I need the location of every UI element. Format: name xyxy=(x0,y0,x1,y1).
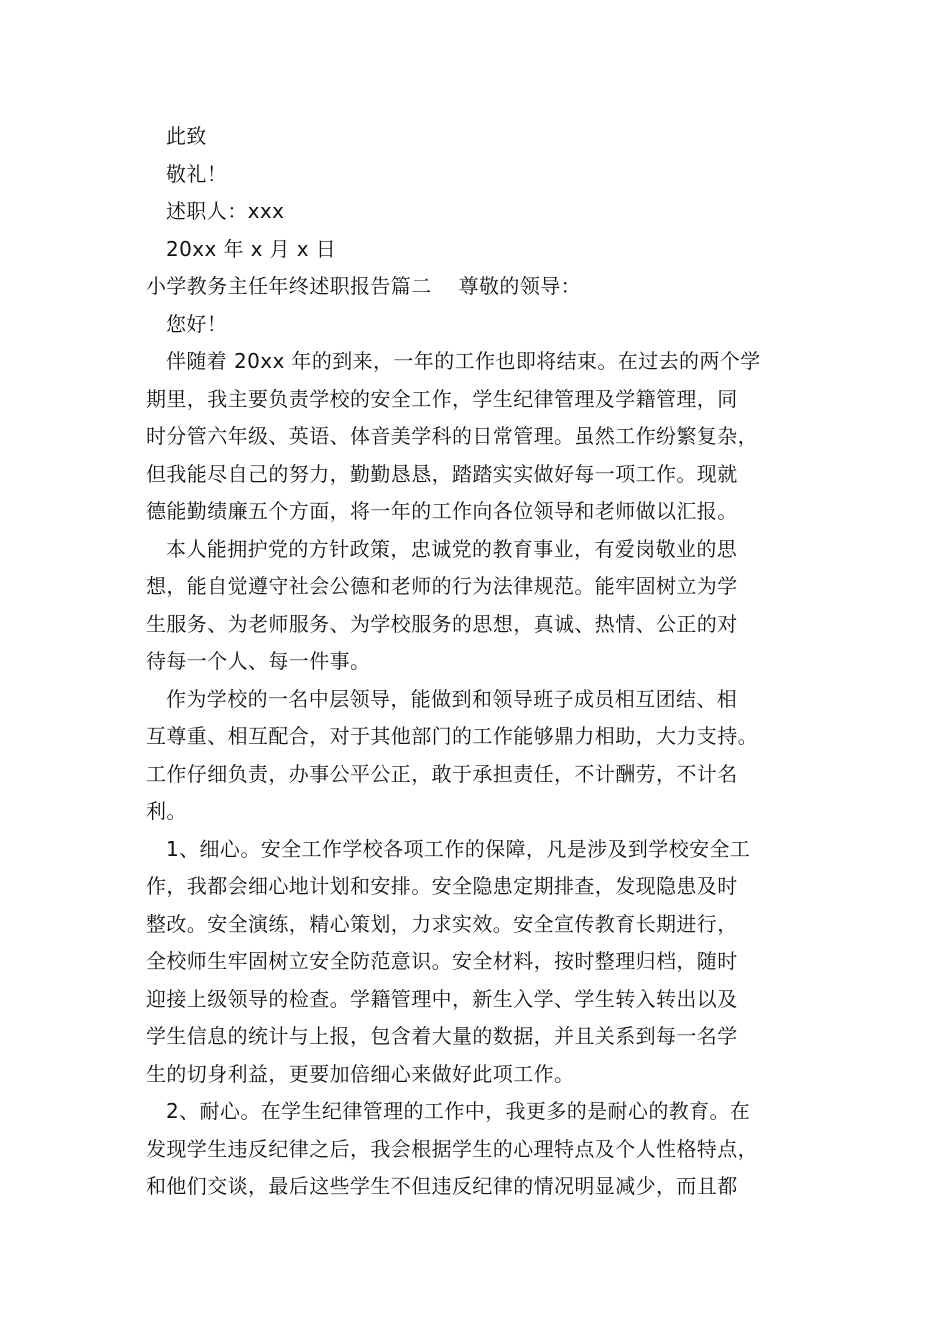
paragraph-line: 互尊重、相互配合，对于其他部门的工作能够鼎力相助，大力支持。 xyxy=(146,724,758,748)
closing-salutation-2: 敬礼！ xyxy=(166,161,228,186)
paragraph-line: 作，我都会细心地计划和安排。安全隐患定期排查，发现隐患及时 xyxy=(146,874,738,898)
paragraph-line: 迎接上级领导的检查。学籍管理中，新生入学、学生转入转出以及 xyxy=(146,986,738,1011)
paragraph-4 xyxy=(146,831,826,1094)
paragraph-line: 待每一个人、每一件事。 xyxy=(146,649,371,673)
paragraph-line: 期里，我主要负责学校的安全工作，学生纪律管理及学籍管理，同 xyxy=(146,386,738,411)
paragraph-line: 全校师生牢固树立安全防范意识。安全材料，按时整理归档，随时 xyxy=(146,949,738,973)
paragraph-line: 学生信息的统计与上报，包含着大量的数据，并且关系到每一名学 xyxy=(146,1024,738,1048)
paragraph-line: 利。 xyxy=(146,799,187,823)
paragraph-line: 和他们交谈，最后这些学生不但违反纪律的情况明显减少，而且都 xyxy=(146,1174,738,1198)
paragraph-line: 时分管六年级、英语、体音美学科的日常管理。虽然工作纷繁复杂， xyxy=(146,424,758,448)
paragraph-line: 生的切身利益，更要加倍细心来做好此项工作。 xyxy=(146,1061,575,1086)
paragraph-line: 1、细心。安全工作学校各项工作的保障，凡是涉及到学校安全工 xyxy=(166,836,751,861)
report-date: 20xx 年 x 月 x 日 xyxy=(166,236,337,261)
reporter-signature: 述职人：xxx xyxy=(166,199,285,223)
paragraph-line: 作为学校的一名中层领导，能做到和领导班子成员相互团结、相 xyxy=(166,686,738,711)
paragraph-3 xyxy=(146,681,826,831)
paragraph-line: 生服务、为老师服务、为学校服务的思想，真诚、热情、公正的对 xyxy=(146,611,738,636)
paragraph-line: 德能勤绩廉五个方面，将一年的工作向各位领导和老师做以汇报。 xyxy=(146,499,738,523)
paragraph-line: 伴随着 20xx 年的到来，一年的工作也即将结束。在过去的两个学 xyxy=(166,349,761,373)
paragraph-line: 工作仔细负责，办事公平公正，敢于承担责任，不计酬劳，不计名 xyxy=(146,761,738,786)
section-title: 小学教务主任年终述职报告篇二 尊敬的领导： xyxy=(146,274,582,298)
greeting: 您好！ xyxy=(166,311,228,336)
paragraph-line: 整改。安全演练，精心策划，力求实效。安全宣传教育长期进行， xyxy=(146,911,738,936)
paragraph-5 xyxy=(146,1093,826,1206)
paragraph-line: 本人能拥护党的方针政策，忠诚党的教育事业，有爱岗敬业的思 xyxy=(166,536,738,561)
paragraph-line: 2、耐心。在学生纪律管理的工作中，我更多的是耐心的教育。在 xyxy=(166,1099,751,1123)
paragraph-1 xyxy=(146,343,826,531)
paragraph-line: 但我能尽自己的努力，勤勤恳恳，踏踏实实做好每一项工作。现就 xyxy=(146,461,738,486)
paragraph-line: 发现学生违反纪律之后，我会根据学生的心理特点及个人性格特点， xyxy=(146,1136,758,1161)
closing-salutation-1: 此致 xyxy=(166,124,207,148)
paragraph-line: 想，能自觉遵守社会公德和老师的行为法律规范。能牢固树立为学 xyxy=(146,574,738,598)
paragraph-2 xyxy=(146,531,826,681)
document-body xyxy=(146,118,826,1206)
